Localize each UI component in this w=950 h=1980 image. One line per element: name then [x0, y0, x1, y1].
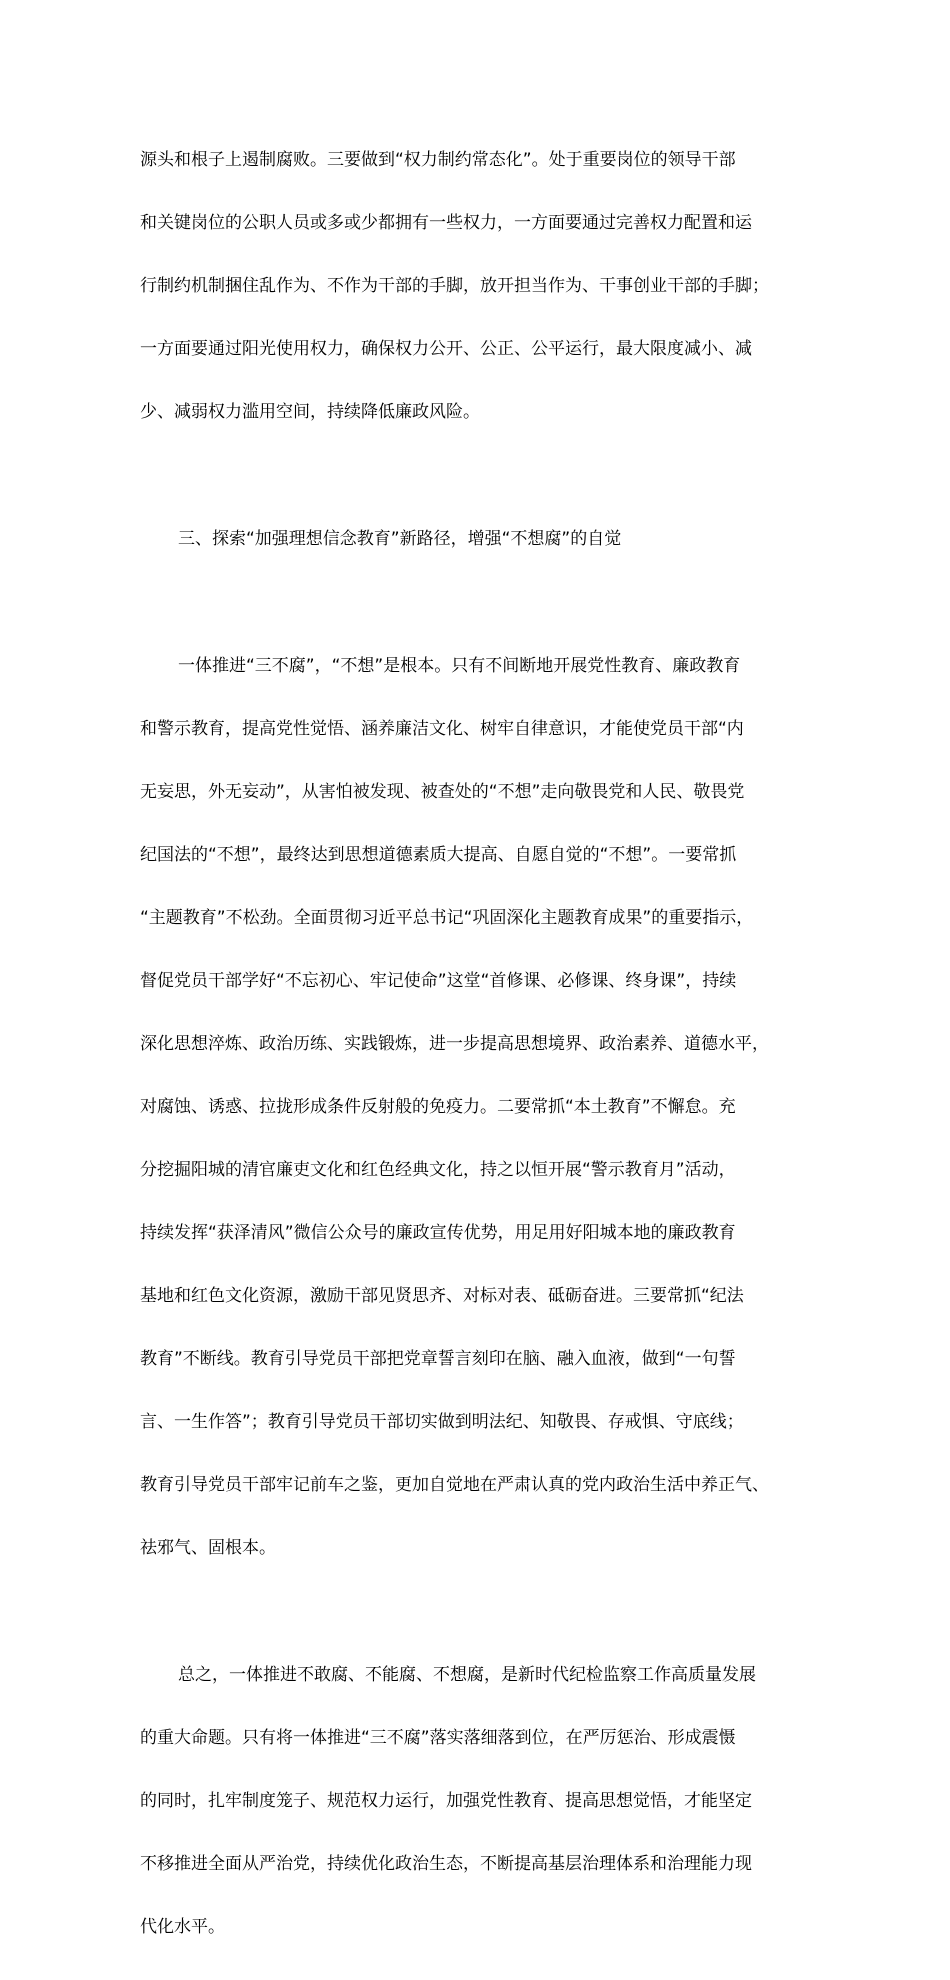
paragraph-ideal-belief-education — [140, 614, 830, 1601]
section-heading-text: 三、探索“加强理想信念教育”新路径，增强“不想腐”的自觉 — [178, 529, 622, 549]
text-line: 总之，一体推进不敢腐、不能腐、不想腐，是新时代纪检监察工作高质量发展 — [178, 1665, 756, 1685]
text-line: 纪国法的“不想”，最终达到思想道德素质大提高、自愿自觉的“不想”。一要常抓 — [140, 845, 737, 865]
text-line: 的重大命题。只有将一体推进“三不腐”落实落细落到位，在严厉惩治、形成震慑 — [140, 1728, 736, 1748]
section-heading-3 — [140, 487, 830, 592]
text-line: 基地和红色文化资源，激励干部见贤思齐、对标对表、砥砺奋进。三要常抓“纪法 — [140, 1286, 744, 1306]
text-line: 言、一生作答”；教育引导党员干部切实做到明法纪、知敬畏、存戒惧、守底线； — [140, 1412, 744, 1432]
text-line: 分挖掘阳城的清官廉吏文化和红色经典文化，持之以恒开展“警示教育月”活动， — [140, 1160, 736, 1180]
text-line: 祛邪气、固根本。 — [140, 1538, 276, 1558]
paragraph-power-restriction — [140, 108, 830, 465]
text-line: 教育引导党员干部牢记前车之鉴，更加自觉地在严肃认真的党内政治生活中养正气、 — [140, 1475, 769, 1495]
text-line: 代化水平。 — [140, 1917, 225, 1937]
text-line: 无妄思，外无妄动”，从害怕被发现、被查处的“不想”走向敬畏党和人民、敬畏党 — [140, 782, 745, 802]
paragraph-conclusion — [140, 1623, 830, 1980]
text-line: 督促党员干部学好“不忘初心、牢记使命”这堂“首修课、必修课、终身课”，持续 — [140, 971, 737, 991]
text-line: 不移推进全面从严治党，持续优化政治生态，不断提高基层治理体系和治理能力现 — [140, 1854, 752, 1874]
text-line: 源头和根子上遏制腐败。三要做到“权力制约常态化”。处于重要岗位的领导干部 — [140, 150, 736, 170]
text-line: 行制约机制捆住乱作为、不作为干部的手脚，放开担当作为、干事创业干部的手脚； — [140, 276, 769, 296]
text-line: 对腐蚀、诱惑、拉拢形成条件反射般的免疫力。二要常抓“本土教育”不懈怠。充 — [140, 1097, 736, 1117]
text-line: 持续发挥“获泽清风”微信公众号的廉政宣传优势，用足用好阳城本地的廉政教育 — [140, 1223, 736, 1243]
text-line: “主题教育”不松劲。全面贯彻习近平总书记“巩固深化主题教育成果”的重要指示， — [140, 908, 754, 928]
text-line: 和关键岗位的公职人员或多或少都拥有一些权力，一方面要通过完善权力配置和运 — [140, 213, 752, 233]
text-line: 少、减弱权力滥用空间，持续降低廉政风险。 — [140, 402, 480, 422]
text-line: 一方面要通过阳光使用权力，确保权力公开、公正、公平运行，最大限度减小、减 — [140, 339, 752, 359]
text-line: 深化思想淬炼、政治历练、实践锻炼，进一步提高思想境界、政治素养、道德水平， — [140, 1034, 769, 1054]
document-page — [140, 108, 830, 1980]
text-line: 的同时，扎牢制度笼子、规范权力运行，加强党性教育、提高思想觉悟，才能坚定 — [140, 1791, 752, 1811]
text-line: 教育”不断线。教育引导党员干部把党章誓言刻印在脑、融入血液，做到“一句誓 — [140, 1349, 736, 1369]
text-line: 一体推进“三不腐”，“不想”是根本。只有不间断地开展党性教育、廉政教育 — [178, 656, 741, 676]
text-line: 和警示教育，提高党性觉悟、涵养廉洁文化、树牢自律意识，才能使党员干部“内 — [140, 719, 744, 739]
